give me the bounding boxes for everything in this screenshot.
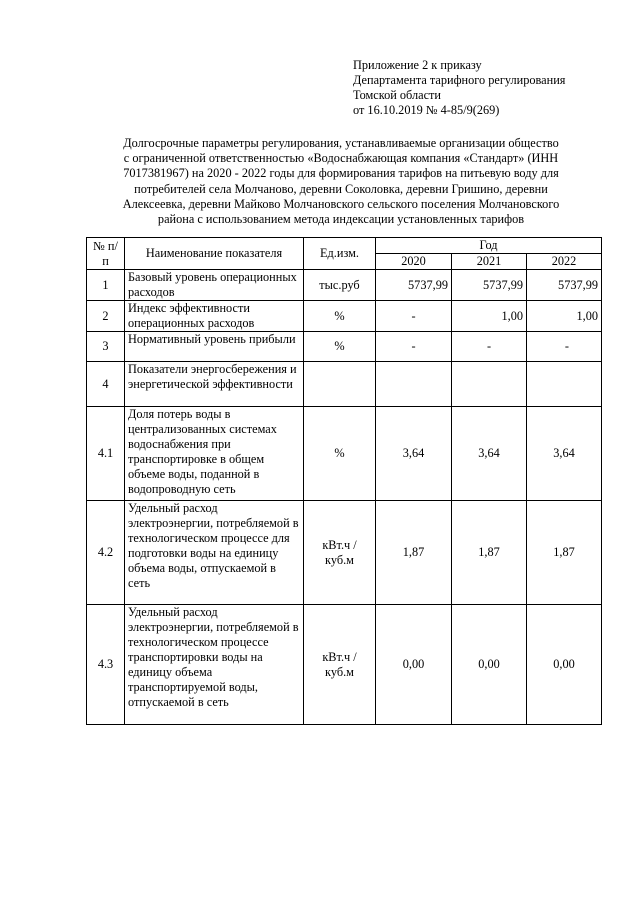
row-value-2020: 5737,99	[376, 270, 452, 301]
row-value-2022: 1,00	[527, 301, 602, 332]
row-name: Показатели энергосбережения и энергетической эффективности	[125, 362, 304, 407]
row-unit	[304, 362, 376, 407]
row-num: 4	[87, 362, 125, 407]
row-value-2021: 1,87	[452, 501, 527, 605]
row-name: Доля потерь воды в централизованных системах водоснабжения при транспортировке в общем объеме воды, поданной в водопроводную сеть	[125, 407, 304, 501]
header-num: № п/п	[87, 238, 125, 270]
row-unit: %	[304, 332, 376, 362]
heading-line: потребителей села Молчаново, деревни Соколовка, деревни Гришино, деревни	[134, 181, 548, 196]
header-year-2020: 2020	[376, 254, 452, 270]
row-value-2021: 1,00	[452, 301, 527, 332]
row-unit: кВт.ч / куб.м	[304, 501, 376, 605]
row-unit: кВт.ч / куб.м	[304, 605, 376, 725]
row-num: 4.2	[87, 501, 125, 605]
row-num: 2	[87, 301, 125, 332]
table-row	[87, 301, 602, 332]
row-name: Удельный расход электроэнергии, потребляемой в технологическом процессе транспортировки воды на единицу объема транспортируемой воды, отпускаемой в сеть	[125, 605, 304, 725]
row-value-2020	[376, 362, 452, 407]
row-value-2020: 0,00	[376, 605, 452, 725]
row-value-2022: 3,64	[527, 407, 602, 501]
table-row	[87, 362, 602, 407]
heading-line: Алексеевка, деревни Майково Молчановского сельского поселения Молчановского	[122, 196, 560, 211]
row-value-2022: 1,87	[527, 501, 602, 605]
table-row	[87, 332, 602, 362]
row-value-2021: 5737,99	[452, 270, 527, 301]
appendix-line: Департамента тарифного регулирования	[353, 73, 566, 87]
row-value-2022: 0,00	[527, 605, 602, 725]
document-heading	[96, 136, 586, 227]
row-value-2021	[452, 362, 527, 407]
heading-line: района с использованием метода индексации установленных тарифов	[157, 212, 525, 227]
table-row	[87, 407, 602, 501]
row-value-2022: -	[527, 332, 602, 362]
appendix-reference	[353, 58, 565, 118]
header-year-2021: 2021	[452, 254, 527, 270]
heading-line: с ограниченной ответственностью «Водоснабжающая компания «Стандарт» (ИНН	[123, 151, 559, 166]
row-value-2020: 3,64	[376, 407, 452, 501]
header-unit: Ед.изм.	[304, 238, 376, 270]
heading-line: Долгосрочные параметры регулирования, устанавливаемые организации общество	[123, 136, 559, 150]
row-num: 4.1	[87, 407, 125, 501]
table-row	[87, 270, 602, 301]
appendix-line: Приложение 2 к приказу	[353, 58, 482, 72]
row-value-2021: -	[452, 332, 527, 362]
row-unit: %	[304, 301, 376, 332]
appendix-line: от 16.10.2019 № 4-85/9(269)	[353, 103, 500, 117]
row-value-2020: -	[376, 332, 452, 362]
regulation-parameters-table	[86, 237, 602, 725]
table-row	[87, 501, 602, 605]
header-year-2022: 2022	[527, 254, 602, 270]
row-num: 1	[87, 270, 125, 301]
heading-line: 7017381967) на 2020 - 2022 годы для формирования тарифов на питьевую воду для	[123, 166, 559, 181]
header-year: Год	[376, 238, 602, 254]
row-name: Индекс эффективности операционных расходов	[125, 301, 304, 332]
row-unit: %	[304, 407, 376, 501]
row-num: 4.3	[87, 605, 125, 725]
row-value-2021: 3,64	[452, 407, 527, 501]
row-value-2020: 1,87	[376, 501, 452, 605]
appendix-line: Томской области	[353, 88, 441, 102]
row-name: Нормативный уровень прибыли	[125, 332, 304, 362]
row-unit: тыс.руб	[304, 270, 376, 301]
row-value-2020: -	[376, 301, 452, 332]
header-name: Наименование показателя	[125, 238, 304, 270]
row-value-2022	[527, 362, 602, 407]
row-value-2022: 5737,99	[527, 270, 602, 301]
row-name: Базовый уровень операционных расходов	[125, 270, 304, 301]
row-value-2021: 0,00	[452, 605, 527, 725]
row-name: Удельный расход электроэнергии, потребляемой в технологическом процессе для подготовки воды на единицу объема воды, отпускаемой в сеть	[125, 501, 304, 605]
table-row	[87, 605, 602, 725]
row-num: 3	[87, 332, 125, 362]
